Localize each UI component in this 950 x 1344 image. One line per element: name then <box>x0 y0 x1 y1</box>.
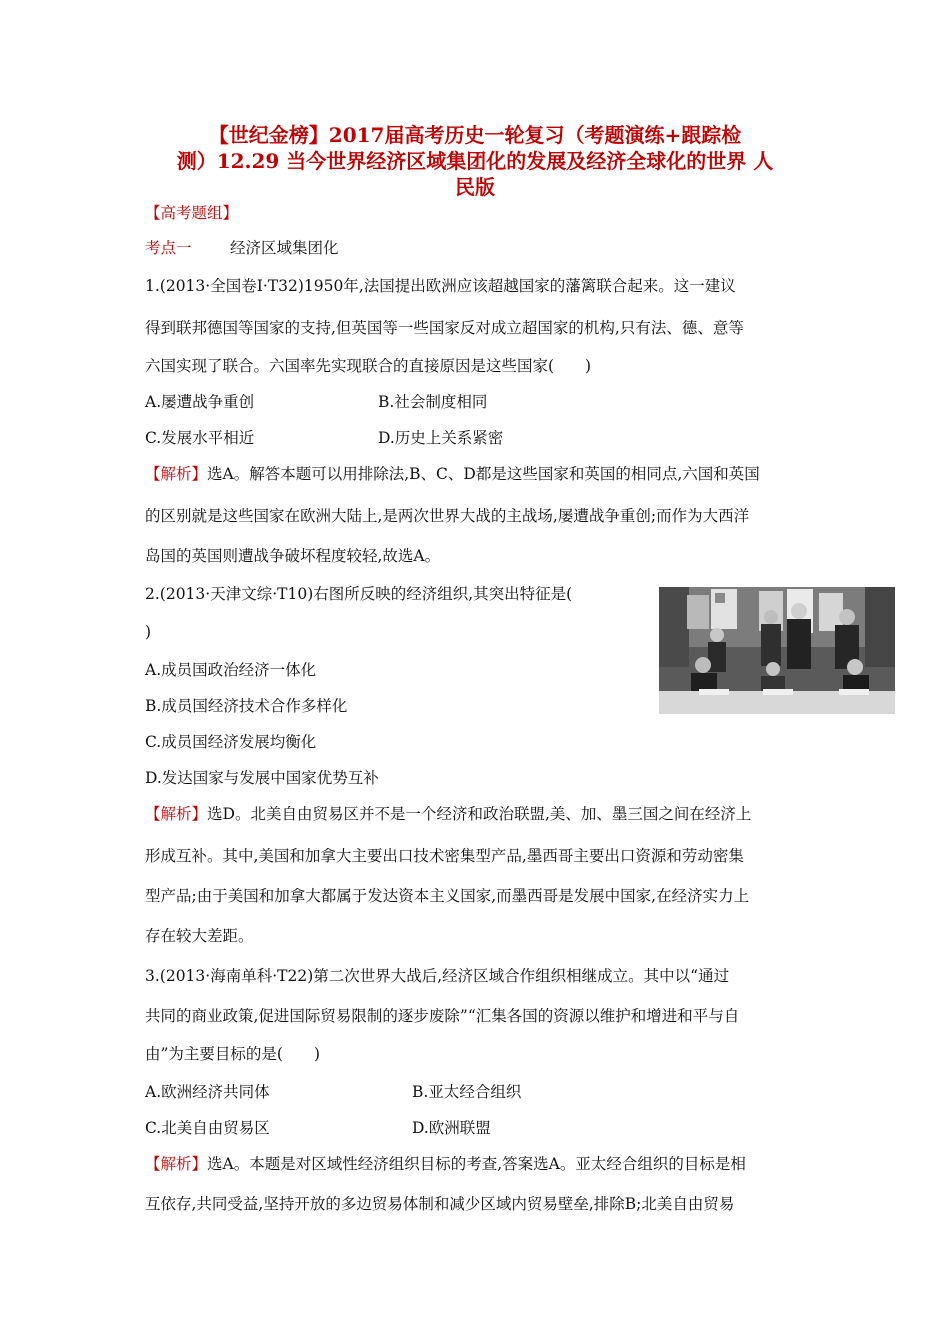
q3-stem-line-2: 共同的商业政策,促进国际贸易限制的逐步废除”“汇集各国的资源以维护和增进和平与自 <box>145 1007 740 1025</box>
q1-option-a: A.屡遭战争重创 <box>145 393 255 411</box>
q1-option-c: C.发展水平相近 <box>145 429 255 447</box>
q3-option-a: A.欧洲经济共同体 <box>145 1083 270 1101</box>
q2-stem-line-2: ) <box>145 623 152 641</box>
q2-option-c: C.成员国经济发展均衡化 <box>145 733 317 751</box>
q2-analysis-text-1: 选D。北美自由贸易区并不是一个经济和政治联盟,美、加、墨三国之间在经济上 <box>207 805 752 823</box>
q3-option-b: B.亚太经合组织 <box>412 1083 522 1101</box>
signing-ceremony-photo <box>659 587 895 714</box>
q1-option-d: D.历史上关系紧密 <box>378 429 504 447</box>
document-title-line-1: 【世纪金榜】2017届高考历史一轮复习（考题演练+跟踪检 <box>208 123 742 147</box>
section-heading: 【高考题组】 <box>145 204 239 222</box>
q3-stem-line-3: 由”为主要目标的是( ) <box>145 1045 321 1063</box>
q1-analysis-line-3: 岛国的英国则遭战争破坏程度较轻,故选A。 <box>145 547 441 565</box>
q2-analysis-line-1 <box>145 804 751 824</box>
q1-stem-line-1: 1.(2013·全国卷Ⅰ·T32)1950年,法国提出欧洲应该超越国家的藩篱联合起来。这一建议 <box>145 277 736 295</box>
document-title-line-3: 民版 <box>455 175 495 199</box>
q3-analysis-line-2: 互依存,共同受益,坚持开放的多边贸易体制和减少区域内贸易壁垒,排除B;北美自由贸易 <box>145 1195 735 1213</box>
photo-image <box>659 587 895 714</box>
document-title-line-2: 测）12.29 当今世界经济区域集团化的发展及经济全球化的世界 人 <box>176 149 774 173</box>
q2-option-d: D.发达国家与发展中国家优势互补 <box>145 769 379 787</box>
topic-label: 考点一 <box>145 239 192 257</box>
q2-analysis-line-2: 形成互补。其中,美国和加拿大主要出口技术密集型产品,墨西哥主要出口资源和劳动密集 <box>145 847 744 865</box>
q3-option-d: D.欧洲联盟 <box>412 1119 491 1137</box>
q3-analysis-label: 【解析】 <box>145 1155 208 1173</box>
q1-analysis-line-2: 的区别就是这些国家在欧洲大陆上,是两次世界大战的主战场,屡遭战争重创;而作为大西洋 <box>145 507 750 525</box>
q1-stem-line-3: 六国实现了联合。六国率先实现联合的直接原因是这些国家( ) <box>145 357 592 375</box>
q3-analysis-line-1 <box>145 1154 746 1174</box>
q2-stem-line-1: 2.(2013·天津文综·T10)右图所反映的经济组织,其突出特征是( <box>145 585 573 603</box>
q2-option-b: B.成员国经济技术合作多样化 <box>145 697 348 715</box>
q1-analysis-line-1 <box>145 464 760 484</box>
q1-analysis-label: 【解析】 <box>145 465 208 483</box>
q2-analysis-line-4: 存在较大差距。 <box>145 927 254 945</box>
q1-analysis-text-1: 选A。解答本题可以用排除法,B、C、D都是这些国家和英国的相同点,六国和英国 <box>207 465 760 483</box>
q1-option-b: B.社会制度相同 <box>378 393 488 411</box>
q3-stem-line-1: 3.(2013·海南单科·T22)第二次世界大战后,经济区域合作组织相继成立。其中以“通过 <box>145 967 730 985</box>
topic-name: 经济区域集团化 <box>230 239 339 257</box>
q2-option-a: A.成员国政治经济一体化 <box>145 661 317 679</box>
q3-option-c: C.北美自由贸易区 <box>145 1119 270 1137</box>
q2-analysis-label: 【解析】 <box>145 805 208 823</box>
q2-analysis-line-3: 型产品;由于美国和加拿大都属于发达资本主义国家,而墨西哥是发展中国家,在经济实力上 <box>145 887 750 905</box>
q1-stem-line-2: 得到联邦德国等国家的支持,但英国等一些国家反对成立超国家的机构,只有法、德、意等 <box>145 319 744 337</box>
q3-analysis-text-1: 选A。本题是对区域性经济组织目标的考查,答案选A。亚太经合组织的目标是相 <box>207 1155 746 1173</box>
